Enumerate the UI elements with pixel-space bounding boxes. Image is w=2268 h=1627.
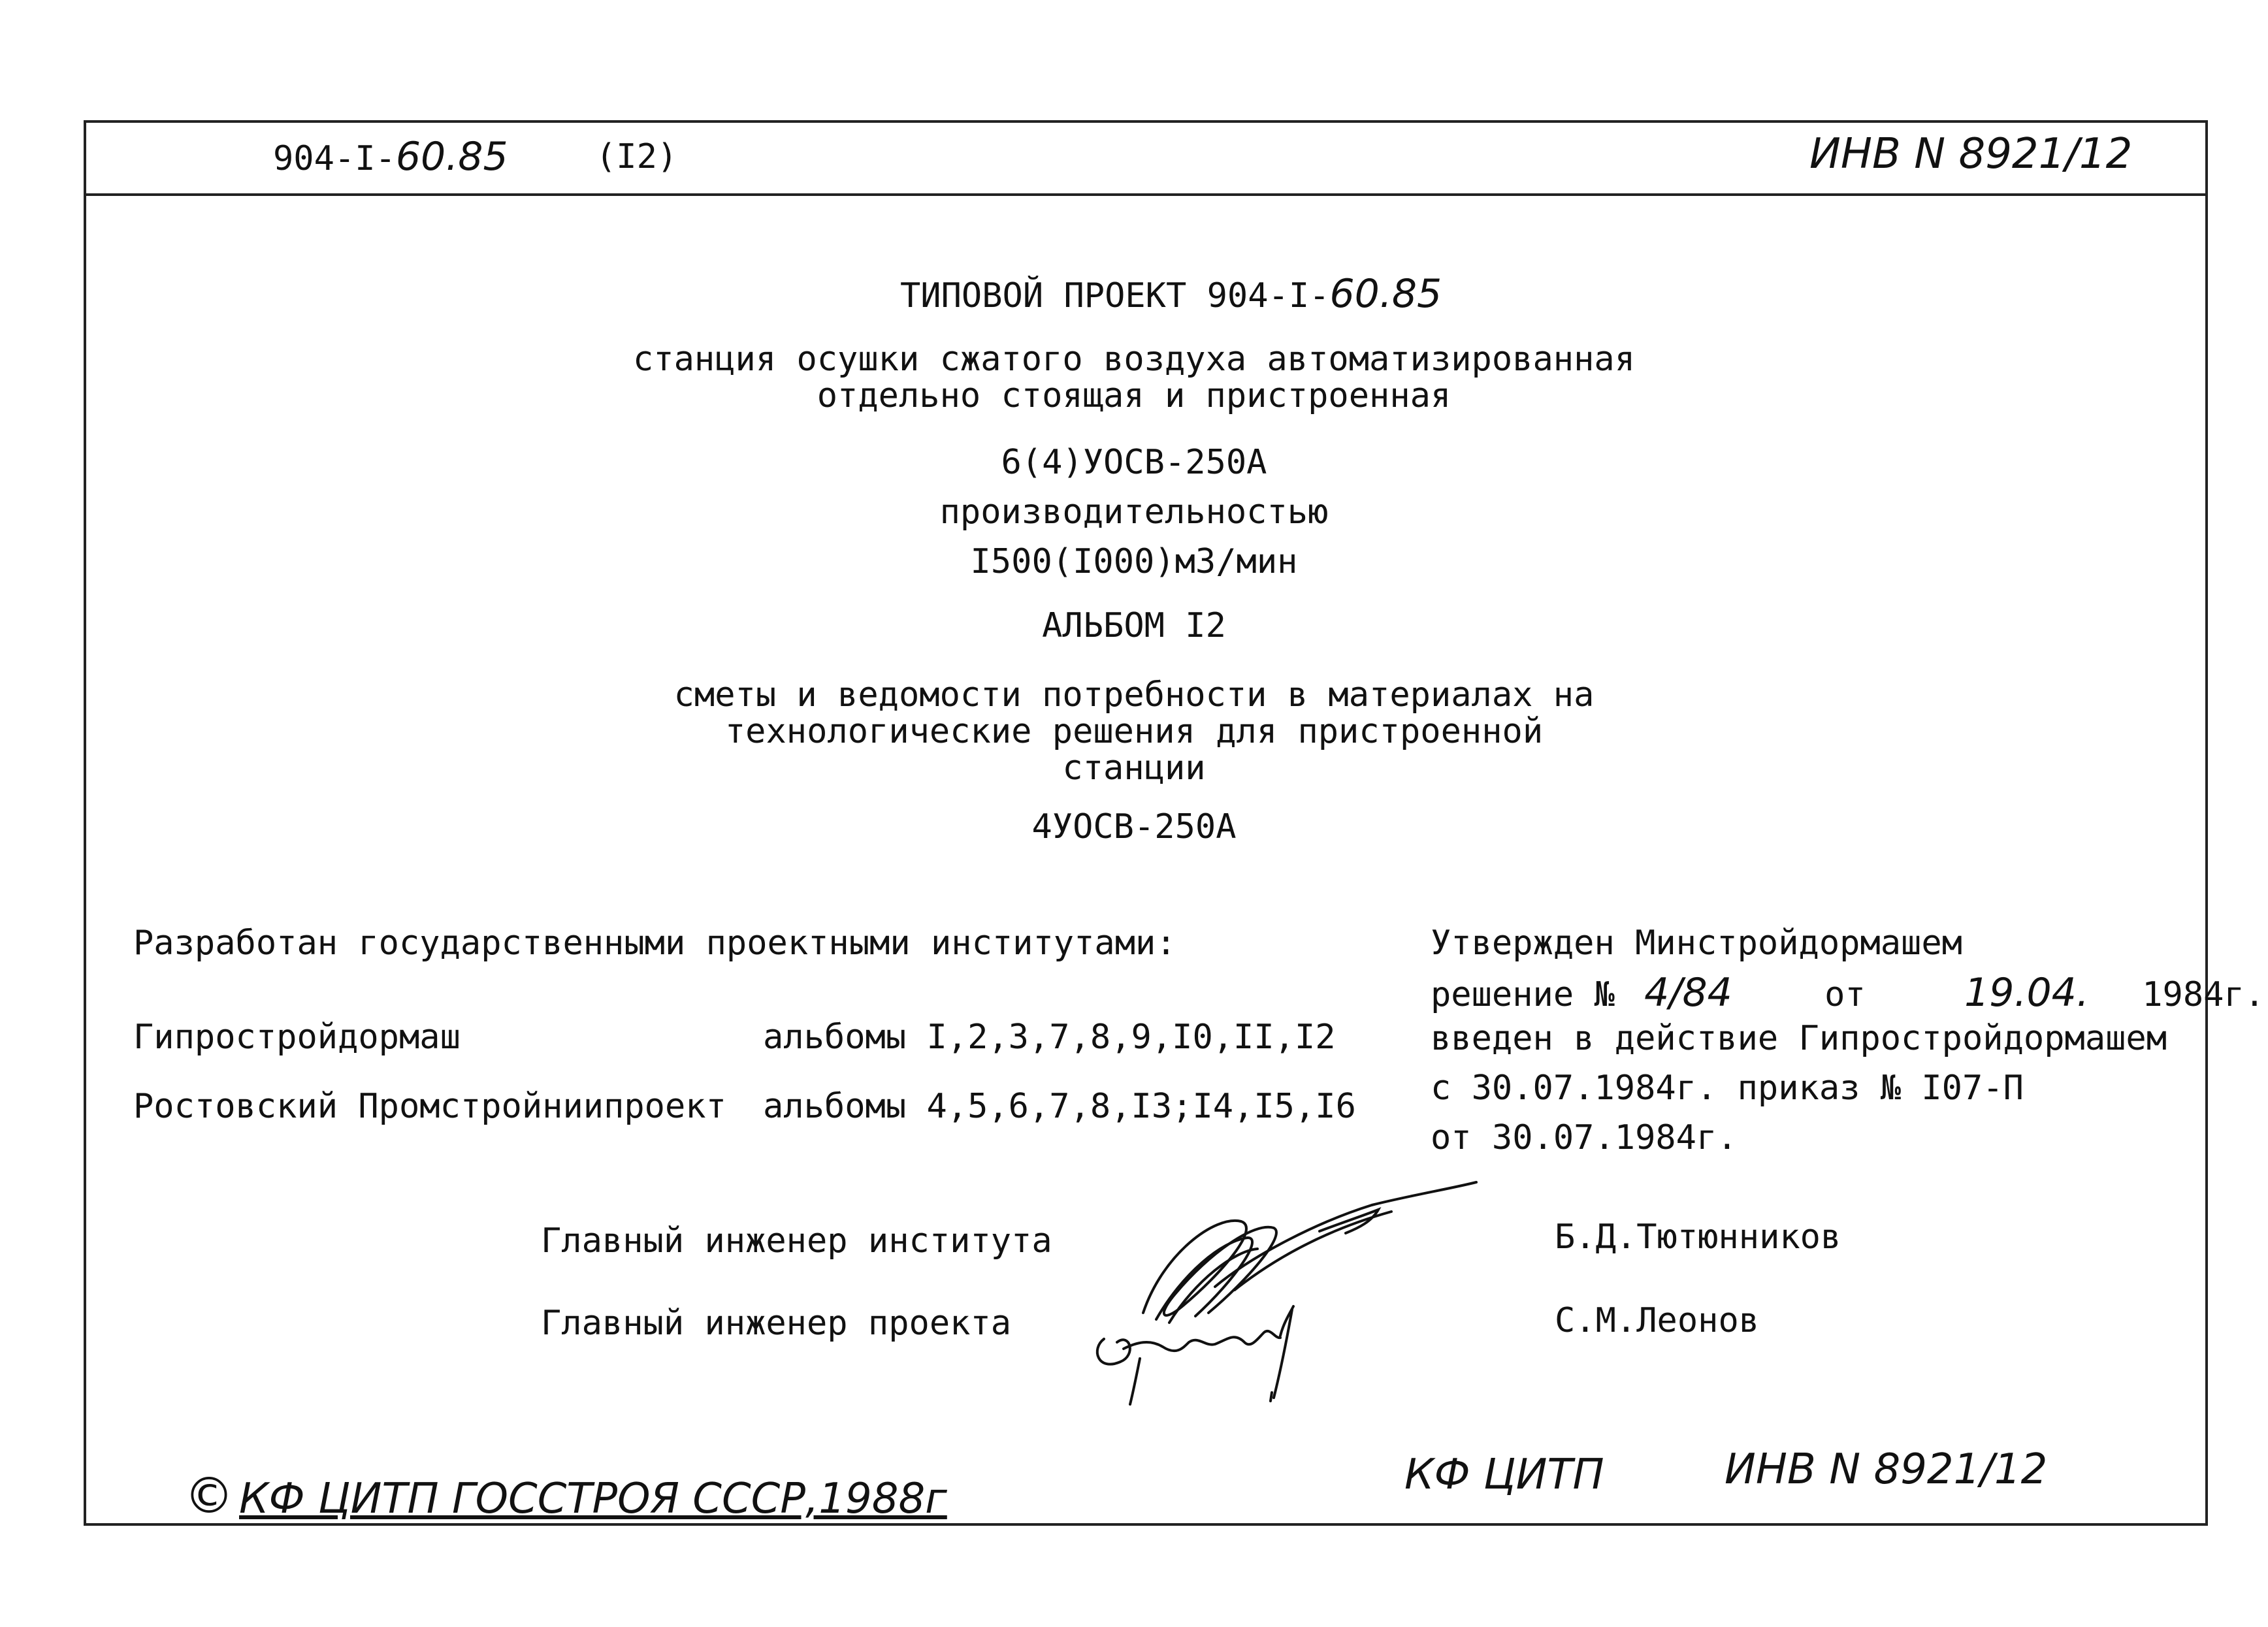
approval-line-1: Утвержден Минстройдормашем xyxy=(1431,924,1962,963)
stamp-inventory: ИНВ N 8921/12 xyxy=(1725,1445,2048,1494)
title-content xyxy=(0,677,2268,786)
header-code-prefix: 904-I- xyxy=(273,139,396,178)
productivity-value-text: I500(I000)м3/мин xyxy=(970,542,1298,581)
approval-line-4: с 30.07.1984г. приказ № I07-П xyxy=(1431,1069,2024,1108)
title-model-text: 6(4)УОСВ-250А xyxy=(1001,443,1267,482)
title-album xyxy=(0,607,2268,644)
decision-number: 4/84 xyxy=(1644,970,1732,1016)
handwritten-signature xyxy=(1084,1176,1489,1424)
content-line-3: станции xyxy=(1062,749,1206,788)
developer-albums-2: альбомы 4,5,6,7,8,I3;I4,I5,I6 xyxy=(763,1087,1356,1126)
content-line-2: технологические решения для пристроенной xyxy=(724,712,1544,751)
title-desc-line-1: станция осушки сжатого воздуха автоматизированная xyxy=(632,340,1636,379)
developer-albums-1: альбомы I,2,3,7,8,9,I0,II,I2 xyxy=(763,1018,1336,1057)
title-productivity-value xyxy=(0,543,2268,580)
copyright-line xyxy=(184,1466,947,1524)
content-line-1: сметы и ведомости потребности в материалах на xyxy=(673,675,1595,715)
signature-role-1: Главный инженер института xyxy=(541,1221,1052,1261)
decision-label: решение № xyxy=(1431,975,1615,1014)
productivity-label-text: производительностью xyxy=(939,492,1329,532)
title-model xyxy=(0,444,2268,481)
stamp-org: КФ ЦИТП xyxy=(1404,1451,1604,1499)
signature-name-2: С.М.Леонов xyxy=(1555,1301,1760,1340)
decision-year: 1984г. xyxy=(2142,975,2265,1014)
frame-bottom-border xyxy=(84,1523,2208,1526)
title-desc-line-2: отдельно стоящая и пристроенная xyxy=(817,376,1451,415)
title-prefix: ТИПОВОЙ ПРОЕКТ 904-I- xyxy=(900,276,1330,315)
title-productivity-label xyxy=(0,494,2268,530)
approval-decision xyxy=(1431,970,2265,1016)
approval-line-3: введен в действие Гипростройдормашем xyxy=(1431,1019,2167,1058)
signature-name-1: Б.Д.Тютюнников xyxy=(1555,1217,1841,1257)
model-2-text: 4УОСВ-250А xyxy=(1031,807,1237,846)
title-line xyxy=(900,271,1442,317)
header-inventory-number: ИНВ N 8921/12 xyxy=(1809,130,2133,178)
copyright-symbol: © xyxy=(184,1466,234,1524)
title-handwritten-number: 60.85 xyxy=(1329,271,1442,317)
header-project-code xyxy=(273,134,508,180)
title-model-2 xyxy=(0,809,2268,845)
title-description xyxy=(0,341,2268,414)
signature-role-2: Главный инженер проекта xyxy=(541,1304,1012,1343)
frame-top-border xyxy=(84,120,2208,123)
header-divider xyxy=(86,193,2205,196)
developers-heading: Разработан государственными проектными институтами: xyxy=(133,924,1176,963)
album-text: АЛЬБОМ I2 xyxy=(1042,606,1226,645)
header-code-handwritten: 60.85 xyxy=(395,134,508,180)
developer-institute-1: Гипростройдормаш xyxy=(133,1018,461,1057)
approval-line-5: от 30.07.1984г. xyxy=(1431,1118,1738,1157)
decision-date: 19.04. xyxy=(1964,970,2089,1016)
decision-from-label: от xyxy=(1824,975,1866,1014)
copyright-text: КФ ЦИТП ГОССТРОЯ СССР,1988г xyxy=(239,1475,947,1523)
developer-institute-2: Ростовский Промстройниипроект xyxy=(133,1087,726,1126)
header-album-tag: (I2) xyxy=(596,137,678,176)
